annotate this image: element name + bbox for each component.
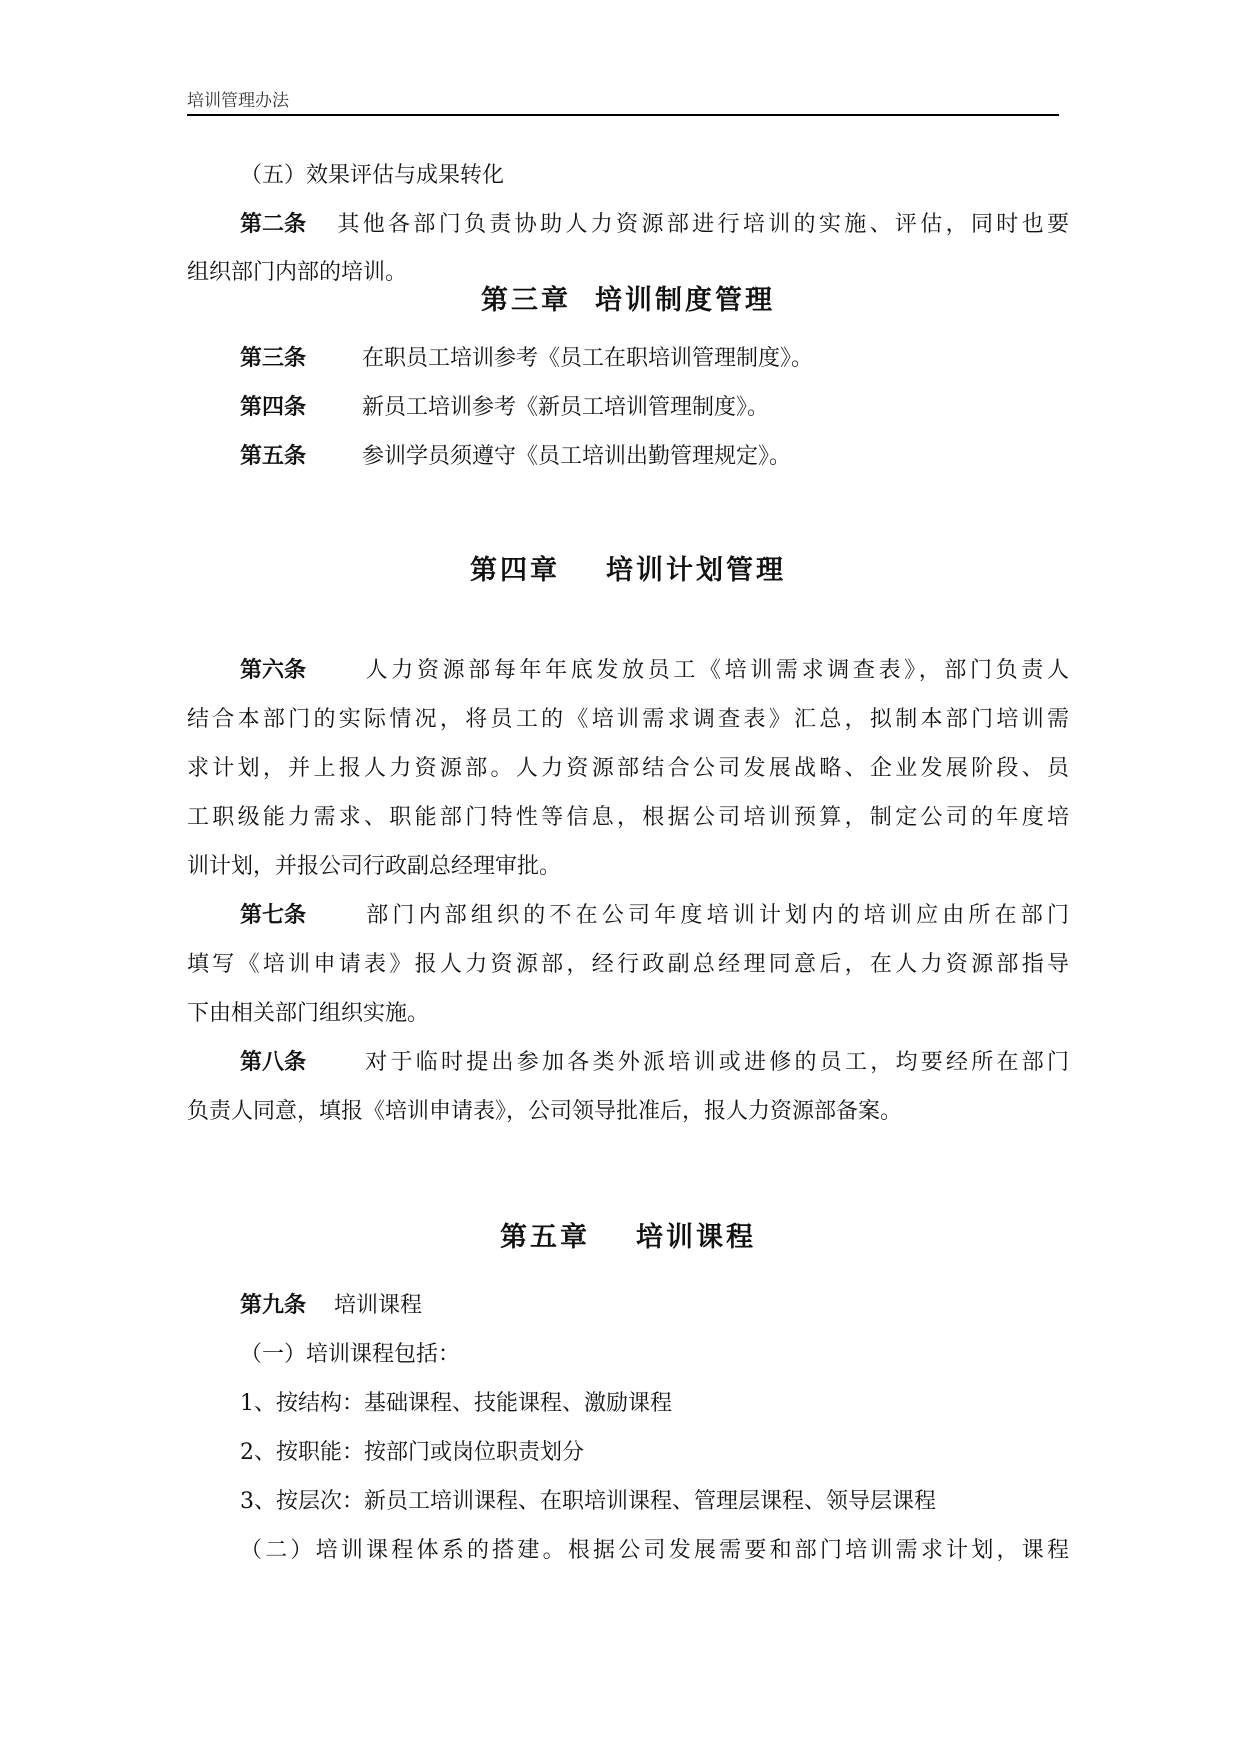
article-7-text-3: 下由相关部门组织实施。	[187, 1001, 430, 1026]
chapter-5-heading	[187, 1215, 1069, 1254]
article-5-label: 第五条	[240, 444, 307, 469]
chapter-4-heading	[187, 548, 1069, 587]
chapter-5-title: 培训课程	[636, 1222, 756, 1253]
article-8-text-1: 对于临时提出参加各类外派培训或进修的员工，均要经所在部门	[362, 1050, 1069, 1075]
article-2-label: 第二条	[240, 212, 307, 237]
list-item: 2、按职能：按部门或岗位职责划分	[240, 1440, 584, 1465]
list-item: 1、按结构：基础课程、技能课程、激励课程	[240, 1391, 672, 1416]
article-6-text-4: 工职级能力需求、职能部门特性等信息，根据公司培训预算，制定公司的年度培	[187, 805, 1069, 830]
article-2-text-1: 其他各部门负责协助人力资源部进行培训的实施、评估，同时也要	[334, 212, 1069, 237]
article-4-text: 新员工培训参考《新员工培训管理制度》。	[362, 395, 770, 420]
article-8-text-2: 负责人同意，填报《培训申请表》，公司领导批准后，报人力资源部备案。	[187, 1099, 903, 1124]
article-7-label: 第七条	[240, 903, 307, 928]
chapter-4-title: 培训计划管理	[606, 555, 786, 586]
chapter-3-number: 第三章	[481, 285, 571, 316]
article-9-label: 第九条	[240, 1293, 307, 1318]
chapter-3-heading	[187, 278, 1069, 317]
chapter-4-number: 第四章	[470, 555, 560, 586]
article-4-label: 第四条	[240, 395, 307, 420]
article-3-label: 第三条	[240, 346, 307, 371]
subsection-two: （二）培训课程体系的搭建。根据公司发展需要和部门培训需求计划，课程	[240, 1538, 1069, 1563]
article-2-text-2: 组织部门内部的培训。	[187, 260, 408, 285]
article-3	[240, 334, 1069, 383]
chapter-5-number: 第五章	[500, 1222, 590, 1253]
article-7-text-2: 填写《培训申请表》报人力资源部，经行政副总经理同意后，在人力资源部指导	[187, 952, 1069, 977]
section-item-five: （五）效果评估与成果转化	[240, 163, 505, 188]
article-9	[240, 1281, 1069, 1330]
article-4	[240, 383, 1069, 432]
article-8-line-1	[240, 1038, 1069, 1087]
article-9-text: 培训课程	[334, 1293, 423, 1318]
article-6-text-5: 训计划，并报公司行政副总经理审批。	[187, 854, 562, 879]
article-5	[240, 432, 1069, 481]
article-6-label: 第六条	[240, 658, 307, 683]
subsection-one: （一）培训课程包括：	[240, 1342, 461, 1367]
list-item: 3、按层次：新员工培训课程、在职培训课程、管理层课程、领导层课程	[240, 1489, 936, 1514]
article-7-text-1: 部门内部组织的不在公司年度培训计划内的培训应由所在部门	[362, 903, 1069, 928]
article-6-text-2: 结合本部门的实际情况，将员工的《培训需求调查表》汇总，拟制本部门培训需	[187, 707, 1069, 732]
header-rule	[187, 114, 1059, 116]
article-6-text-1: 人力资源部每年年底发放员工《培训需求调查表》，部门负责人	[362, 658, 1069, 683]
running-header: 培训管理办法	[187, 91, 289, 111]
article-3-text: 在职员工培训参考《员工在职培训管理制度》。	[362, 346, 814, 371]
article-5-text: 参训学员须遵守《员工培训出勤管理规定》。	[362, 444, 792, 469]
article-6-line-1	[240, 646, 1069, 695]
chapter-3-title: 培训制度管理	[595, 285, 775, 316]
article-6-text-3: 求计划，并上报人力资源部。人力资源部结合公司发展战略、企业发展阶段、员	[187, 756, 1069, 781]
article-7-line-1	[240, 891, 1069, 940]
article-8-label: 第八条	[240, 1050, 307, 1075]
article-2-line-1	[240, 200, 1069, 249]
